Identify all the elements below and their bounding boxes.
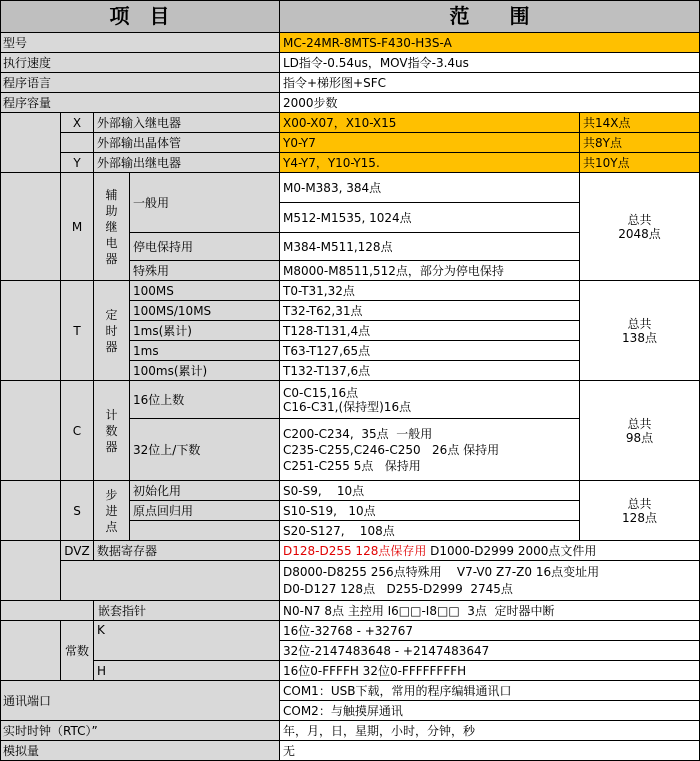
capacity-label: 程序容量 bbox=[0, 93, 280, 113]
m-total-1: 总共 bbox=[627, 212, 652, 227]
m-general-v1: M0-M383, 384点 bbox=[280, 173, 580, 203]
comm-v1: COM1：USB下载，常用的程序编辑通讯口 bbox=[280, 681, 700, 701]
y-label: 外部输出继电器 bbox=[94, 153, 280, 173]
t-total-2: 138点 bbox=[622, 330, 657, 345]
speed-value: LD指令-0.54us，MOV指令-3.4us bbox=[280, 53, 700, 73]
s-v2: S10-S19, 10点 bbox=[280, 501, 580, 521]
t-code: T bbox=[61, 281, 94, 381]
m-special-v: M8000-M8511,512点，部分为停电保持 bbox=[280, 261, 580, 281]
const-h: H bbox=[94, 661, 280, 681]
d-v1 bbox=[280, 541, 700, 561]
const-k: K bbox=[94, 621, 280, 661]
s-v1: S0-S9, 10点 bbox=[280, 481, 580, 501]
c-v1a: C0-C15,16点 bbox=[283, 385, 359, 400]
lang-label: 程序语言 bbox=[0, 73, 280, 93]
m-latched-v: M384-M511,128点 bbox=[280, 233, 580, 261]
yt-total: 共8Y点 bbox=[580, 133, 700, 153]
s-r2: 原点回归用 bbox=[130, 501, 280, 521]
c-v1b: C16-C31,(保持型)16点 bbox=[283, 399, 412, 414]
const-label: 常数 bbox=[61, 621, 94, 681]
capacity-value: 2000步数 bbox=[280, 93, 700, 113]
s-v3: S20-S127, 108点 bbox=[280, 521, 580, 541]
yt-value: Y0-Y7 bbox=[280, 133, 580, 153]
x-value: X00-X07，X10-X15 bbox=[280, 113, 580, 133]
c-code: C bbox=[61, 381, 94, 481]
t-v3: T128-T131,4点 bbox=[280, 321, 580, 341]
d-label: 数据寄存器 bbox=[94, 541, 280, 561]
comm-label: 通讯端口 bbox=[0, 681, 280, 721]
lang-value: 指令+梯形图+SFC bbox=[280, 73, 700, 93]
t-blank bbox=[0, 281, 61, 381]
d-v2a: D8000-D8255 256点特殊用 V7-V0 Z7-Z0 16点变址用 bbox=[283, 564, 600, 579]
x-code: X bbox=[61, 113, 94, 133]
m-general: 一般用 bbox=[130, 173, 280, 233]
speed-label: 执行速度 bbox=[0, 53, 280, 73]
t-v2: T32-T62,31点 bbox=[280, 301, 580, 321]
io-blank bbox=[0, 113, 61, 173]
m-code: M bbox=[61, 173, 94, 281]
rtc-value: 年，月，日，星期，小时，分钟，秒 bbox=[280, 721, 700, 741]
d-blank bbox=[0, 541, 61, 601]
c-v2 bbox=[280, 419, 580, 481]
c-r1: 16位上数 bbox=[130, 381, 280, 419]
rtc-label: 实时时钟（RTC）” bbox=[0, 721, 280, 741]
const-h-v: 16位0-FFFFH 32位0-FFFFFFFFH bbox=[280, 661, 700, 681]
y-code: Y bbox=[61, 153, 94, 173]
nest-value: N0-N7 8点 主控用 I6□□-I8□□ 3点 定时器中断 bbox=[280, 601, 700, 621]
m-group: 辅助继电器 bbox=[94, 173, 130, 281]
y-total: 共10Y点 bbox=[580, 153, 700, 173]
nest-label: 嵌套指针 bbox=[94, 601, 280, 621]
t-r4: 1ms bbox=[130, 341, 280, 361]
s-total-1: 总共 bbox=[627, 496, 652, 511]
m-total bbox=[580, 173, 700, 281]
header-item: 项 目 bbox=[0, 0, 280, 33]
model-value: MC-24MR-8MTS-F430-H3S-A bbox=[280, 33, 700, 53]
c-v2b: C235-C255,C246-C250 26点 保持用 bbox=[283, 442, 500, 457]
t-r3: 1ms(累计) bbox=[130, 321, 280, 341]
c-total-1: 总共 bbox=[627, 416, 652, 431]
d-v2 bbox=[280, 561, 700, 601]
s-total bbox=[580, 481, 700, 541]
d-v1-red: D128-D255 128点保存用 bbox=[283, 543, 427, 558]
const-k-v2: 32位-2147483648 - +2147483647 bbox=[280, 641, 700, 661]
t-r5: 100ms(累计) bbox=[130, 361, 280, 381]
yt-label: 外部输出晶体管 bbox=[94, 133, 280, 153]
const-blank bbox=[0, 621, 61, 681]
m-blank bbox=[0, 173, 61, 281]
c-total-2: 98点 bbox=[625, 430, 654, 445]
t-v4: T63-T127,65点 bbox=[280, 341, 580, 361]
t-v1: T0-T31,32点 bbox=[280, 281, 580, 301]
model-label: 型号 bbox=[0, 33, 280, 53]
d-blank-2 bbox=[61, 561, 280, 601]
t-v5: T132-T137,6点 bbox=[280, 361, 580, 381]
c-v1 bbox=[280, 381, 580, 419]
t-total bbox=[580, 281, 700, 381]
comm-v2: COM2：与触摸屏通讯 bbox=[280, 701, 700, 721]
c-v2a: C200-C234, 35点 一般用 bbox=[283, 426, 433, 441]
const-k-v1: 16位-32768 - +32767 bbox=[280, 621, 700, 641]
yt-code bbox=[61, 133, 94, 153]
y-value: Y4-Y7，Y10-Y15. bbox=[280, 153, 580, 173]
d-v1-rest: D1000-D2999 2000点文件用 bbox=[426, 543, 597, 558]
m-total-2: 2048点 bbox=[618, 226, 661, 241]
nest-blank bbox=[0, 601, 94, 621]
d-v2b: D0-D127 128点 D255-D2999 2745点 bbox=[283, 581, 513, 596]
s-blank bbox=[0, 481, 61, 541]
header-range: 范 围 bbox=[280, 0, 700, 33]
m-special: 特殊用 bbox=[130, 261, 280, 281]
c-total bbox=[580, 381, 700, 481]
s-r3 bbox=[130, 521, 280, 541]
s-total-2: 128点 bbox=[622, 510, 657, 525]
analog-value: 无 bbox=[280, 741, 700, 761]
x-total: 共14X点 bbox=[580, 113, 700, 133]
s-group: 步进点 bbox=[94, 481, 130, 541]
s-code: S bbox=[61, 481, 94, 541]
c-blank bbox=[0, 381, 61, 481]
analog-label: 模拟量 bbox=[0, 741, 280, 761]
m-latched: 停电保持用 bbox=[130, 233, 280, 261]
c-group: 计数器 bbox=[94, 381, 130, 481]
s-r1: 初始化用 bbox=[130, 481, 280, 501]
t-r1: 100MS bbox=[130, 281, 280, 301]
t-total-1: 总共 bbox=[627, 316, 652, 331]
c-v2c: C251-C255 5点 保持用 bbox=[283, 458, 421, 473]
t-r2: 100MS/10MS bbox=[130, 301, 280, 321]
d-code: DVZ bbox=[61, 541, 94, 561]
t-group: 定时器 bbox=[94, 281, 130, 381]
m-general-v2: M512-M1535, 1024点 bbox=[280, 203, 580, 233]
c-r2: 32位上/下数 bbox=[130, 419, 280, 481]
x-label: 外部输入继电器 bbox=[94, 113, 280, 133]
